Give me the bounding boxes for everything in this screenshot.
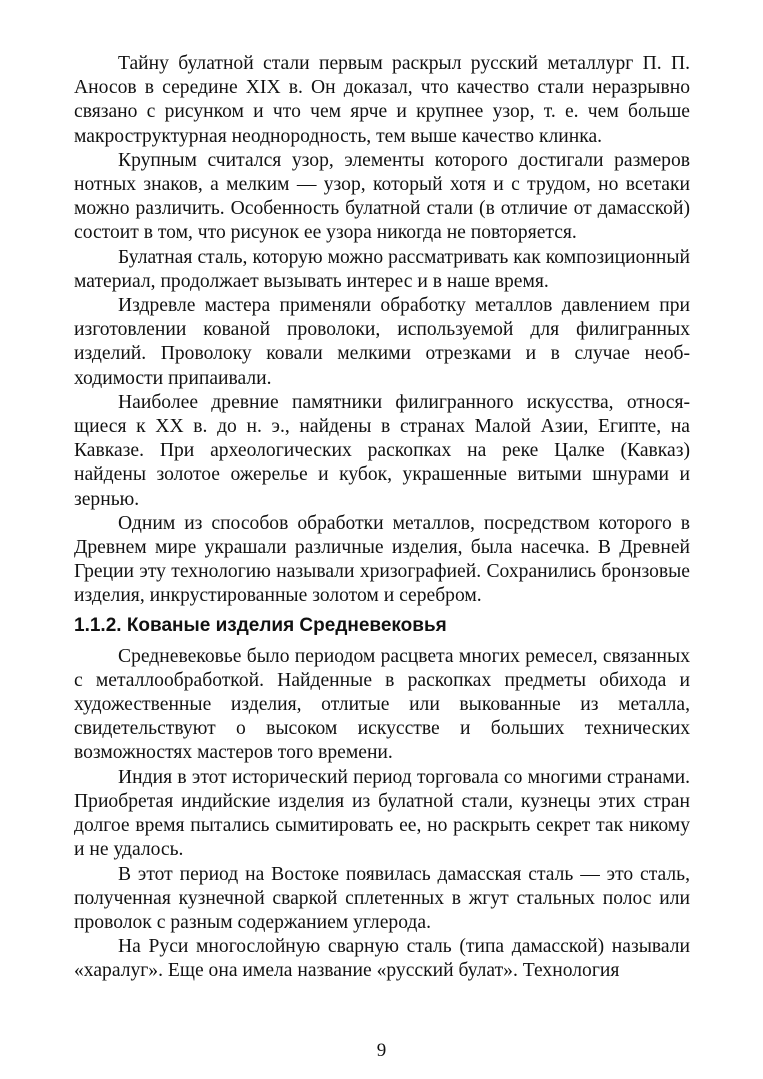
paragraph-damascus-steel: В этот период на Востоке появилась дамасская сталь — это сталь, полученная кузнечной сваркой сплетенных в жгут стальных полос или проволок с разным содержанием углерода. <box>74 863 690 933</box>
paragraph-middle-ages: Средневековье было периодом расцвета многих ремесел, связанных с металлообработкой. Найденные в раскопках предметы обихода и художественные изделия, отлитые или выкованные из металла, свидетельствуют о высоком искусстве и больших технических возможностях мастеров того времени. <box>74 645 690 764</box>
paragraph-forged-wire: Издревле мастера применяли обработку металлов давлением при изготовлении кованой проволоки, используемой для филигранных изделий. Проволоку ковали мелкими отрезками и в случае необходимости припаивали. <box>74 295 690 389</box>
paragraph-inlay-chrysography: Одним из способов обработки металлов, посредством которого в Древнем мире украшали различные изделия, была насечка. В Древней Греции эту технологию называли хризографией. Сохранились бронзовые изделия, инкрустированные золотом и серебром. <box>74 512 690 607</box>
page-number: 9 <box>376 1040 387 1061</box>
page-body <box>74 52 690 984</box>
section-heading: 1.1.2. Кованые изделия Средневековья <box>74 614 447 636</box>
paragraph-pattern-size: Крупным считался узор, элементы которого достигали размеров нотных знаков, а мелким — узор, который хотя и с трудом, но всетаки можно различить. Особенность булатной стали (в отличие от дамасской) состоит в том, что рисунок ее узора никогда не повторяется. <box>74 149 690 244</box>
paragraph-kharalug: На Руси многослойную сварную сталь (типа дамасской) называли «харалуг». Еще она имела название «русский булат». Технология <box>74 936 690 982</box>
paragraph-bulat-anosov: Тайну булатной стали первым раскрыл русский металлург П. П. Аносов в середине XIX в. Он доказал, что качество стали неразрывно связано с рисунком и что чем ярче и крупнее узор, т. е. чем больше макроструктурная неоднородность, тем выше качество клинка. <box>74 53 690 147</box>
paragraph-filigree-monuments: Наиболее древние памятники филигранного искусства, относящиеся к XX в. до н. э., найдены в странах Малой Азии, Египте, на Кавказе. При археологических раскопках на реке Цалке (Кавказ) найдены золотое ожерелье и кубок, украшенные витыми шнурами и зернью. <box>74 391 690 510</box>
paragraph-composite-material: Булатная сталь, которую можно рассматривать как композиционный материал, продолжает вызывать интерес и в наше время. <box>74 246 690 292</box>
paragraph-india-trade: Индия в этот исторический период торговала со многими странами. Приобретая индийские изделия из булатной стали, кузнецы этих стран долгое время пытались сымитировать ее, но раскрыть секрет так никому и не удалось. <box>74 766 690 861</box>
